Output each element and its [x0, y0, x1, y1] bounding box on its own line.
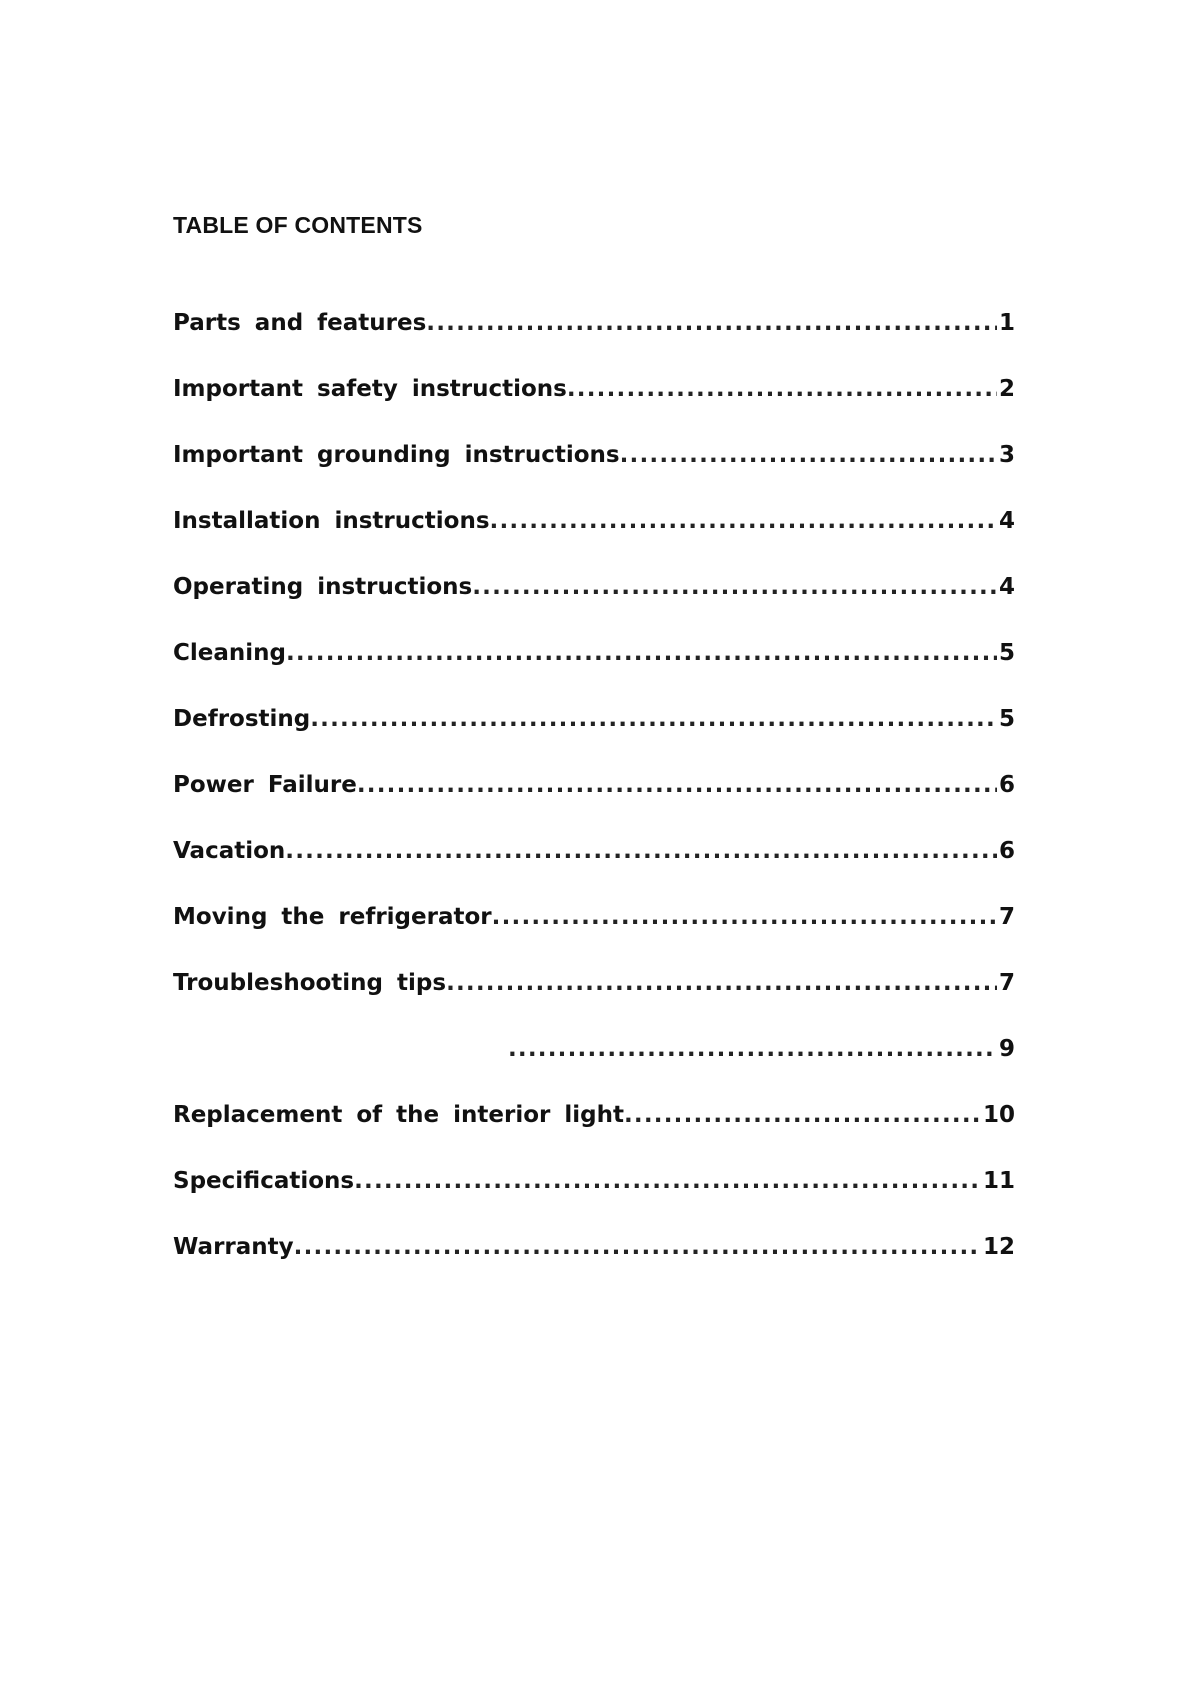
- toc-entry-label: Replacement of the interior light: [173, 1102, 624, 1128]
- toc-entry-page-number: 5: [998, 706, 1015, 732]
- toc-entry-page-number: 11: [982, 1168, 1015, 1194]
- toc-entry-label: Operating instructions: [173, 574, 473, 600]
- toc-entry-replacement-of-the-interior-light: [173, 1100, 1015, 1166]
- dot-leader: [508, 1034, 997, 1064]
- toc-entry-parts-and-features: [173, 308, 1015, 374]
- toc-entry-page-number: 7: [998, 970, 1015, 996]
- toc-entry-label: Troubleshooting tips: [173, 970, 447, 996]
- toc-entry-important-safety-instructions: [173, 374, 1015, 440]
- dot-leader: [426, 308, 997, 338]
- toc-entry-installation-instructions: [173, 506, 1015, 572]
- toc-entry-label: Parts and features: [173, 310, 427, 336]
- toc-entry-page-number: 5: [998, 640, 1015, 666]
- toc-entry-page-number: 10: [982, 1102, 1015, 1128]
- dot-leader: [354, 1166, 981, 1196]
- toc-entry-page-number: 9: [998, 1036, 1015, 1062]
- toc-entry-specifications: [173, 1166, 1015, 1232]
- toc-entry-defrosting: [173, 704, 1015, 770]
- toc-entry-page-number: 2: [998, 376, 1015, 402]
- toc-entry-page-number: 6: [998, 838, 1015, 864]
- dot-leader: [620, 440, 997, 470]
- toc-entry-label: Specifications: [173, 1168, 355, 1194]
- dot-leader: [624, 1100, 981, 1130]
- toc-entry-page-number: 3: [998, 442, 1015, 468]
- dot-leader: [492, 902, 997, 932]
- dot-leader: [285, 836, 997, 866]
- dot-leader: [567, 374, 997, 404]
- toc-entry-page-number: 12: [982, 1234, 1015, 1260]
- toc-entry-power-failure: [173, 770, 1015, 836]
- dot-leader: [286, 638, 997, 668]
- toc-list: [173, 308, 1015, 1298]
- toc-entry-cleaning: [173, 638, 1015, 704]
- toc-entry-important-grounding-instructions: [173, 440, 1015, 506]
- dot-leader: [472, 572, 997, 602]
- dot-leader: [446, 968, 997, 998]
- toc-entry-warranty: [173, 1232, 1015, 1298]
- dot-leader: [357, 770, 997, 800]
- toc-entry-page-number: 4: [998, 574, 1015, 600]
- toc-entry-operating-instructions: [173, 572, 1015, 638]
- toc-entry-label: Important safety instructions: [173, 376, 567, 402]
- toc-entry-vacation: [173, 836, 1015, 902]
- toc-entry-moving-the-refrigerator: [173, 902, 1015, 968]
- toc-entry-page-number: 4: [998, 508, 1015, 534]
- toc-entry-unlabeled: [173, 1034, 1015, 1100]
- toc-entry-label: Installation instructions: [173, 508, 490, 534]
- toc-entry-label: Important grounding instructions: [173, 442, 620, 468]
- toc-entry-page-number: 6: [998, 772, 1015, 798]
- toc-entry-label: Defrosting: [173, 706, 311, 732]
- toc-entry-page-number: 1: [998, 310, 1015, 336]
- toc-entry-label: Moving the refrigerator: [173, 904, 492, 930]
- toc-entry-label: Cleaning: [173, 640, 286, 666]
- toc-entry-label: Vacation: [173, 838, 286, 864]
- toc-title: TABLE OF CONTENTS: [173, 212, 423, 238]
- dot-leader: [294, 1232, 981, 1262]
- toc-entry-troubleshooting-tips: [173, 968, 1015, 1034]
- dot-leader: [310, 704, 997, 734]
- toc-entry-label: Warranty: [173, 1234, 294, 1260]
- toc-entry-label: Power Failure: [173, 772, 357, 798]
- toc-entry-page-number: 7: [998, 904, 1015, 930]
- dot-leader: [490, 506, 997, 536]
